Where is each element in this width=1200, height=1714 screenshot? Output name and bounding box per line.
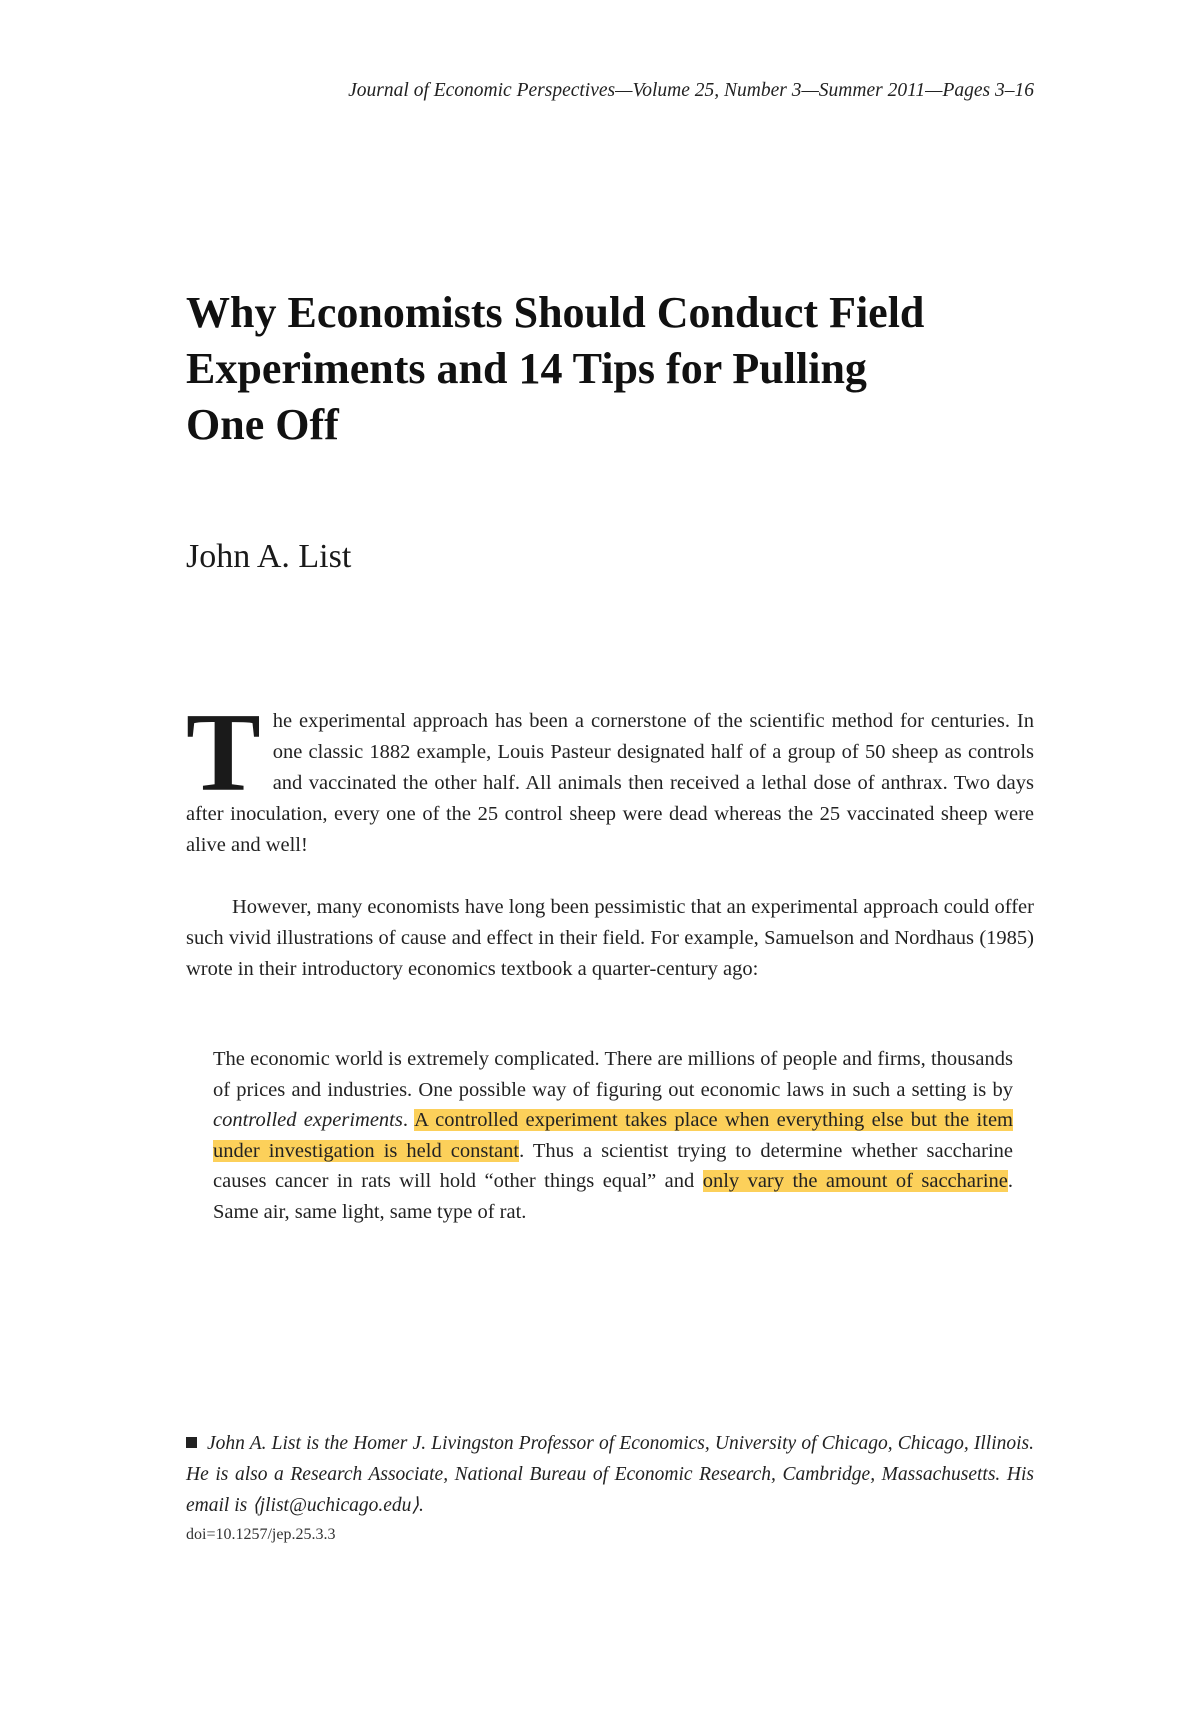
title-line-2: Experiments and 14 Tips for Pulling [186, 344, 867, 393]
block-quote [213, 1044, 1013, 1227]
body-paragraph-1 [186, 691, 1034, 861]
drop-cap: T [186, 691, 261, 815]
body-paragraph-2 [186, 892, 1034, 985]
highlight-annotation-2[interactable]: only vary the amount of saccharine [702, 1170, 1008, 1192]
highlight-annotation-1[interactable]: A controlled experiment takes place when everything else but the item under investigation is held constant [213, 1109, 1013, 1162]
quote-text-1: The economic world is extremely complicated. There are millions of people and firms, thousands of prices and industries. One possible way of figuring out economic laws in such a setting is by [213, 1048, 1013, 1101]
paragraph-2-text: However, many economists have long been pessimistic that an experimental approach could offer such vivid illustrations of cause and effect in their field. For example, Samuelson and Nordhaus (1985) wrote in their introductory economics textbook a quarter-century ago: [186, 896, 1034, 980]
quote-text-2: . [402, 1109, 415, 1131]
author-name: John A. List [186, 538, 352, 575]
quote-text-4: . Same air, same light, same type of rat. [213, 1170, 1013, 1223]
title-line-1: Why Economists Should Conduct Field [186, 288, 925, 337]
footnote-text: John A. List is the Homer J. Livingston Professor of Economics, University of Chicago, Chicago, Illinois. He is also a Research Associate, National Bureau of Economic Research, Cambridge, Massachusetts. His email is ⟨jlist@uchicago.edu⟩. [186, 1433, 1034, 1516]
doi-line: doi=10.1257/jep.25.3.3 [186, 1526, 336, 1543]
article-title [186, 285, 1046, 453]
running-head: Journal of Economic Perspectives—Volume 25, Number 3—Summer 2011—Pages 3–16 [348, 80, 1034, 101]
title-line-3: One Off [186, 400, 339, 449]
square-bullet-icon [186, 1437, 197, 1448]
paragraph-1-text: he experimental approach has been a cornerstone of the scientific method for centuries. In one classic 1882 example, Louis Pasteur designated half of a group of 50 sheep as controls and vaccinated the other half. All animals then received a lethal dose of anthrax. Two days after inoculation, every one of the 25 control sheep were dead whereas the 25 vaccinated sheep were alive and well! [186, 710, 1034, 856]
author-footnote [186, 1428, 1034, 1521]
quote-text-3: . Thus a scientist trying to determine whether saccharine causes cancer in rats will hold “other things equal” and [213, 1139, 1013, 1192]
quote-italic-term: controlled experiments [213, 1109, 403, 1131]
